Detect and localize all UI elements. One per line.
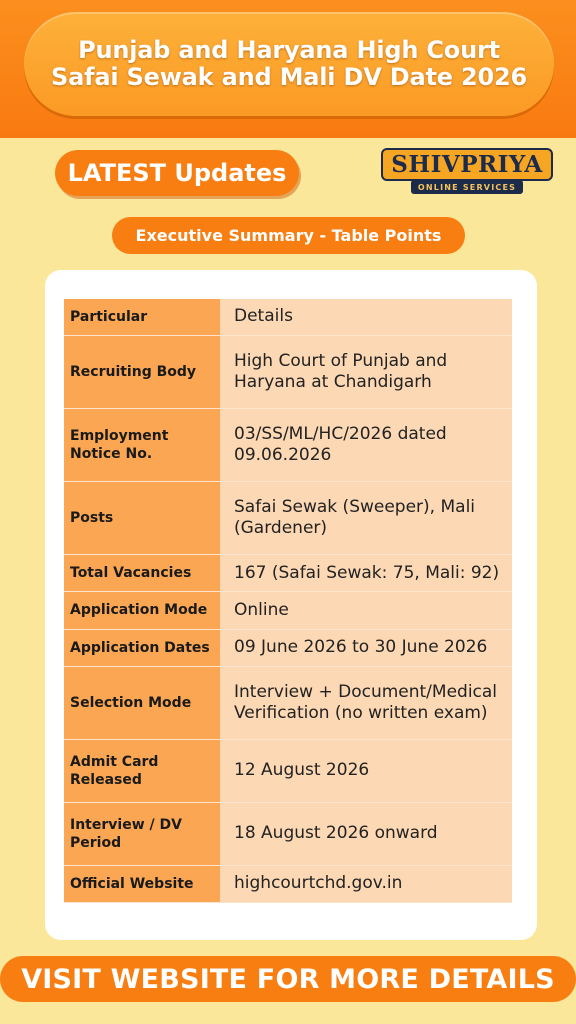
brand-logo-wordmark: SHIVPRIYA bbox=[381, 148, 553, 181]
table-row-label: Interview / DV Period bbox=[64, 802, 220, 865]
page-title-line-1: Punjab and Haryana High Court bbox=[78, 36, 500, 64]
table-row-label: Application Mode bbox=[64, 592, 220, 629]
latest-updates-badge: LATEST Updates bbox=[55, 150, 299, 196]
table-row-label: Official Website bbox=[64, 865, 220, 902]
table-row bbox=[64, 865, 512, 902]
table-row-value: Details bbox=[220, 299, 512, 335]
summary-table bbox=[64, 299, 512, 903]
table-row-value: 18 August 2026 onward bbox=[220, 802, 512, 865]
table-row-value: 167 (Safai Sewak: 75, Mali: 92) bbox=[220, 554, 512, 591]
page-title-line-2: Safai Sewak and Mali DV Date 2026 bbox=[51, 63, 527, 91]
table-row bbox=[64, 802, 512, 865]
table-row-label: Admit Card Released bbox=[64, 739, 220, 802]
table-row-value: Interview + Document/Medical Verification (no written exam) bbox=[220, 666, 512, 739]
table-row-label: Selection Mode bbox=[64, 666, 220, 739]
table-row bbox=[64, 629, 512, 666]
table-row-label: Recruiting Body bbox=[64, 335, 220, 408]
table-row-label: Posts bbox=[64, 481, 220, 554]
table-row bbox=[64, 739, 512, 802]
table-row bbox=[64, 408, 512, 481]
official-website-link[interactable]: highcourtchd.gov.in bbox=[220, 865, 512, 902]
table-row bbox=[64, 554, 512, 591]
section-title: Executive Summary - Table Points bbox=[112, 217, 465, 254]
table-row bbox=[64, 335, 512, 408]
table-row-value: 12 August 2026 bbox=[220, 739, 512, 802]
visit-website-button[interactable]: VISIT WEBSITE FOR MORE DETAILS bbox=[0, 956, 576, 1002]
table-row-label: Employment Notice No. bbox=[64, 408, 220, 481]
brand-logo bbox=[381, 148, 553, 194]
brand-logo-tagline: ONLINE SERVICES bbox=[411, 180, 523, 194]
table-row bbox=[64, 481, 512, 554]
table-row-value: High Court of Punjab and Haryana at Chandigarh bbox=[220, 335, 512, 408]
table-row-value: 09 June 2026 to 30 June 2026 bbox=[220, 629, 512, 666]
table-row-label: Particular bbox=[64, 299, 220, 335]
table-row bbox=[64, 592, 512, 629]
table-row-label: Application Dates bbox=[64, 629, 220, 666]
table-row-value: 03/SS/ML/HC/2026 dated 09.06.2026 bbox=[220, 408, 512, 481]
page-title bbox=[24, 12, 554, 116]
table-row bbox=[64, 666, 512, 739]
table-row-value: Safai Sewak (Sweeper), Mali (Gardener) bbox=[220, 481, 512, 554]
table-row-value: Online bbox=[220, 592, 512, 629]
table-row-label: Total Vacancies bbox=[64, 554, 220, 591]
table-row bbox=[64, 299, 512, 335]
